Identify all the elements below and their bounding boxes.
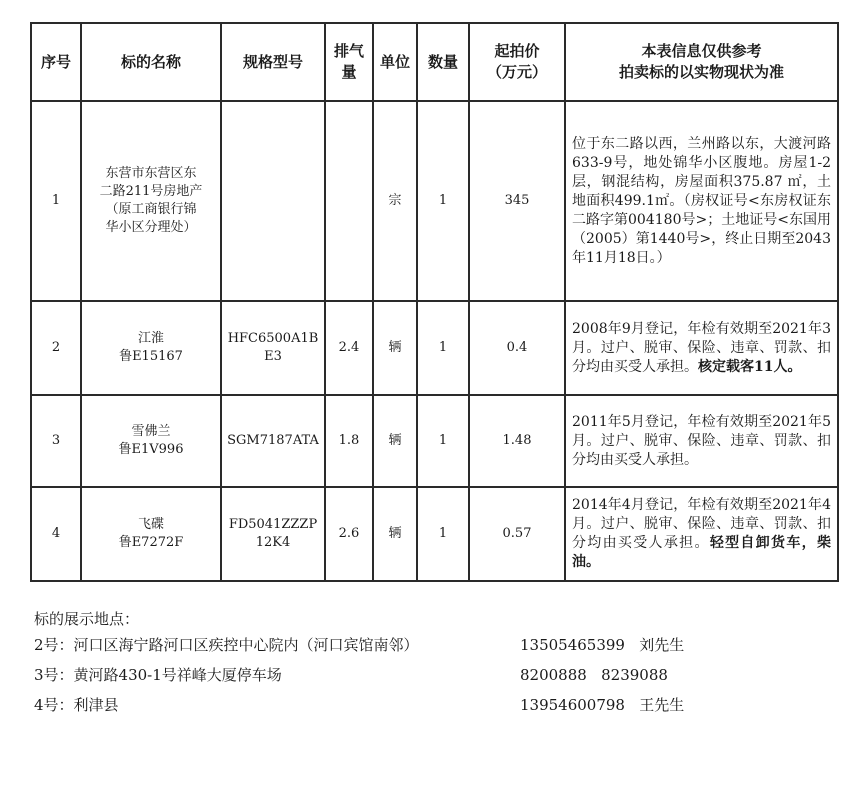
header-name: 标的名称 (81, 23, 221, 101)
cell-name-line: 雪佛兰 (131, 424, 171, 439)
cell-name (81, 301, 221, 395)
cell-index: 1 (31, 101, 81, 301)
table-row (31, 301, 838, 395)
header-notes-line: 本表信息仅供参考 (641, 42, 762, 60)
header-price-line: 起拍价 (494, 42, 540, 60)
location-row (34, 694, 834, 724)
header-unit: 单位 (373, 23, 417, 101)
cell-index: 3 (31, 395, 81, 487)
cell-notes (565, 487, 838, 581)
notes-emphasis: 轻型自卸货车，柴油。 (572, 535, 831, 570)
table-row (31, 101, 838, 301)
cell-unit: 辆 (373, 395, 417, 487)
cell-price: 345 (469, 101, 565, 301)
cell-name-line: （原工商银行锦 (105, 202, 197, 217)
cell-model (221, 395, 325, 487)
header-model: 规格型号 (221, 23, 325, 101)
table-body (31, 101, 838, 581)
cell-name (81, 101, 221, 301)
cell-displacement (325, 101, 373, 301)
cell-name-line: 鲁E7272F (118, 535, 184, 550)
cell-unit: 辆 (373, 301, 417, 395)
location-address: 4号：利津县 (34, 696, 119, 714)
cell-name (81, 487, 221, 581)
cell-model (221, 101, 325, 301)
cell-model (221, 301, 325, 395)
cell-displacement: 1.8 (325, 395, 373, 487)
cell-price: 0.4 (469, 301, 565, 395)
header-index: 序号 (31, 23, 81, 101)
table-row (31, 395, 838, 487)
location-row (34, 634, 834, 664)
cell-name-line: 二路211号房地产 (99, 184, 203, 199)
cell-unit: 宗 (373, 101, 417, 301)
location-address: 3号：黄河路430-1号祥峰大厦停车场 (34, 666, 282, 684)
location-list (34, 634, 834, 724)
header-price (469, 23, 565, 101)
cell-index: 2 (31, 301, 81, 395)
header-quantity: 数量 (417, 23, 469, 101)
location-contact: 13954600798 王先生 (520, 696, 685, 714)
cell-notes (565, 101, 838, 301)
header-displacement-line: 排气 (333, 42, 364, 60)
cell-model-line: E3 (264, 349, 282, 364)
notes-text: 2014年4月登记，年检有效期至2021年4月。过户、脱审、保险、违章、罚款、扣分均由买受人承担。 (572, 497, 831, 551)
display-locations-title: 标的展示地点： (34, 610, 140, 628)
cell-name (81, 395, 221, 487)
display-locations (34, 608, 834, 724)
cell-name-line: 鲁E15167 (119, 349, 183, 364)
auction-items-table (30, 22, 839, 582)
cell-price: 0.57 (469, 487, 565, 581)
cell-quantity: 1 (417, 101, 469, 301)
header-displacement-line: 量 (341, 63, 357, 81)
cell-displacement: 2.4 (325, 301, 373, 395)
table-row (31, 487, 838, 581)
header-row (31, 23, 838, 101)
location-contact: 13505465399 刘先生 (520, 636, 685, 654)
cell-model-line: 12K4 (255, 535, 291, 550)
cell-price: 1.48 (469, 395, 565, 487)
cell-model-line: HFC6500A1B (227, 331, 319, 346)
location-address: 2号：河口区海宁路河口区疾控中心院内（河口宾馆南邻） (34, 636, 419, 654)
cell-model-line: FD5041ZZZP (228, 517, 318, 532)
cell-name-line: 东营市东营区东 (105, 166, 197, 181)
cell-notes (565, 301, 838, 395)
notes-text: 2008年9月登记，年检有效期至2021年3月。过户、脱审、保险、违章、罚款、扣分均由买受人承担。 (572, 320, 831, 375)
header-notes (565, 23, 838, 101)
cell-quantity: 1 (417, 301, 469, 395)
cell-model-line: SGM7187ATA (227, 433, 319, 448)
location-contact: 8200888 8239088 (520, 666, 668, 684)
cell-name-line: 江淮 (137, 331, 164, 346)
cell-name-line: 鲁E1V996 (118, 442, 184, 457)
cell-quantity: 1 (417, 487, 469, 581)
notes-emphasis: 核定载客11人。 (698, 358, 802, 375)
cell-notes (565, 395, 838, 487)
header-displacement (325, 23, 373, 101)
notes-text: 2011年5月登记，年检有效期至2021年5月。过户、脱审、保险、违章、罚款、扣分均由买受人承担。 (572, 413, 831, 468)
cell-displacement: 2.6 (325, 487, 373, 581)
notes-text: 位于东二路以西，兰州路以东，大渡河路633-9号，地处锦华小区腹地。房屋1-2层，钢混结构，房屋面积375.87 ㎡，土地面积499.1㎡。（房权证号<东房权证东二路字第004180号>；土地证号<东国用（2005）第1440号>，终止日期至2043年11月18日。） (572, 135, 831, 266)
cell-name-line: 飞碟 (137, 517, 164, 532)
cell-quantity: 1 (417, 395, 469, 487)
cell-unit: 辆 (373, 487, 417, 581)
cell-name-line: 华小区分理处） (105, 220, 197, 235)
cell-model (221, 487, 325, 581)
location-row (34, 664, 834, 694)
header-notes-line: 拍卖标的以实物现状为准 (618, 63, 784, 81)
cell-index: 4 (31, 487, 81, 581)
header-price-line: （万元） (486, 63, 547, 81)
